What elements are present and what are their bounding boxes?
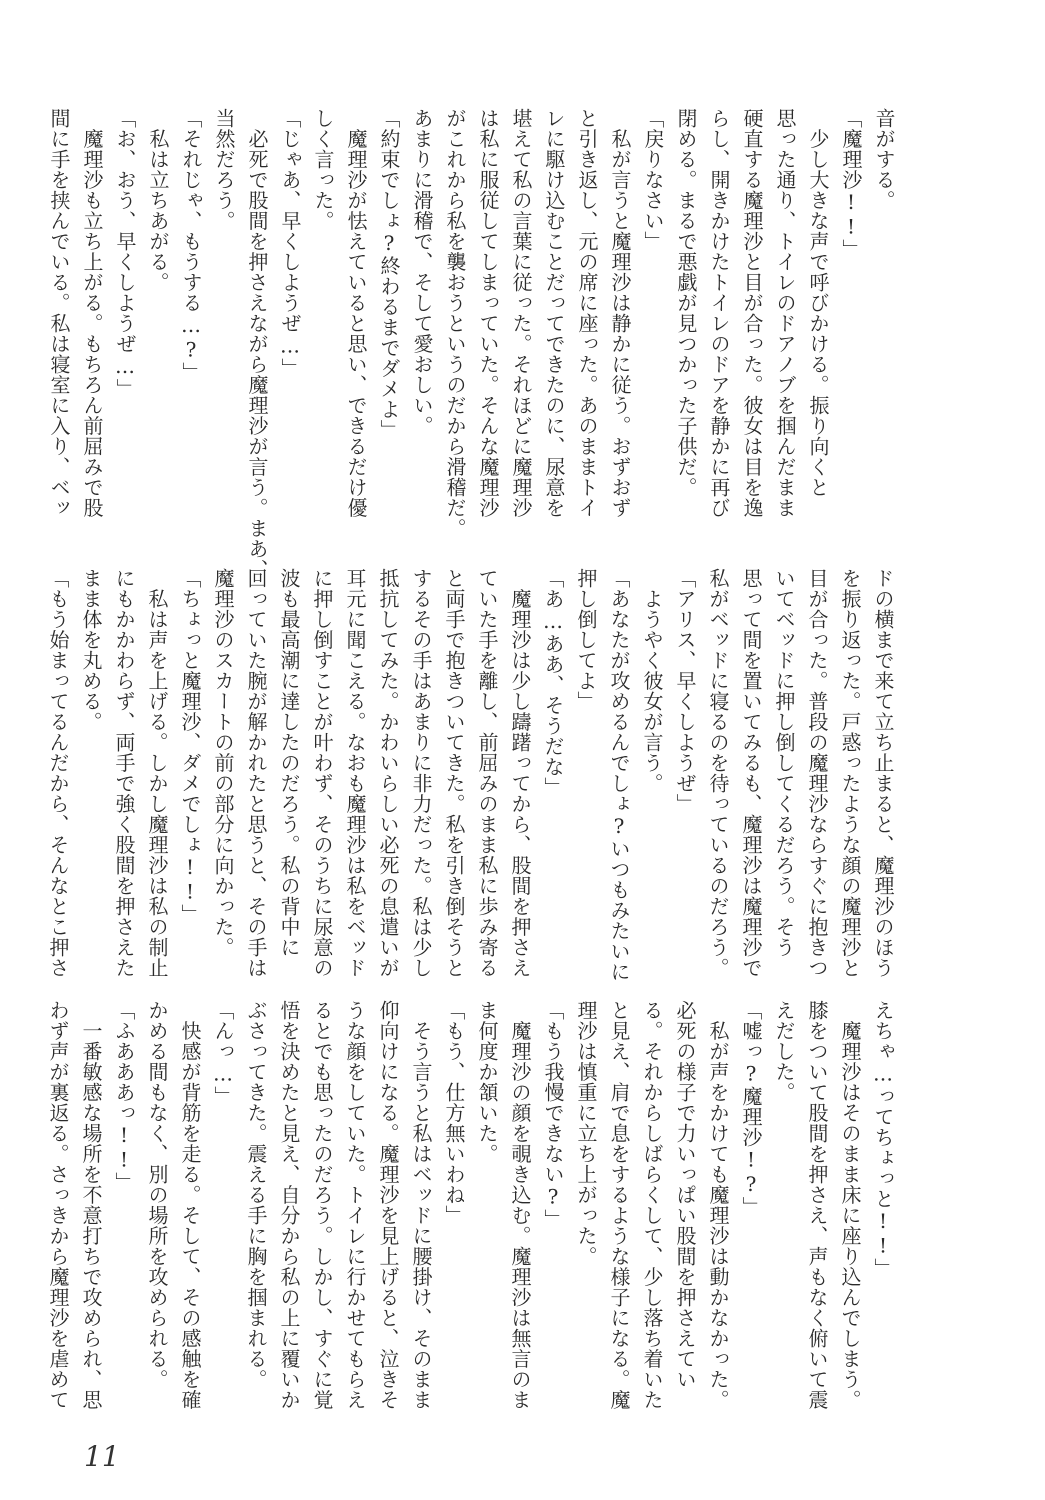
text-line: 硬直する魔理沙と目が合った。彼女は目を逸 [740,108,764,518]
text-line: 魔理沙が怯えていると思い、できるだけ優 [344,108,368,518]
text-line: 魔理沙は少し躊躇ってから、股間を押さえ [508,568,532,978]
text-line: 目が合った。普段の魔理沙ならすぐに抱きつ [805,568,829,978]
text-line: 「あ…ああ、そうだな」 [541,568,565,798]
text-line: と両手で抱きついてきた。私を引き倒そうと [442,568,466,978]
text-line: 「嘘っ?魔理沙!?」 [739,1000,763,1217]
text-line: あまりに滑稽で、そして愛おしい。 [410,108,434,436]
text-line: 必死で股間を押さえながら魔理沙が言う。まあ、 [245,108,269,580]
text-line: と引き返し、元の席に座った。あのままトイ [575,108,599,518]
text-line: ようやく彼女が言う。 [640,568,664,794]
text-line: レに駆け込むことだってできたのに、尿意を [542,108,566,518]
text-line: 仰向けになる。魔理沙を見上げると、泣きそ [376,1000,400,1410]
text-line: わず声が裏返る。さっきから魔理沙を虐めて [46,1000,70,1410]
text-line: 「ちょっと魔理沙、ダメでしょ!!」 [178,568,202,925]
text-line: 少し大きな声で呼びかける。振り向くと [806,108,830,498]
text-line: 思った通り、トイレのドアノブを掴んだまま [773,108,797,518]
text-line: 抵抗してみた。かわいらしい必死の息遣いが [376,568,400,978]
text-line: 波も最高潮に達したのだろう。私の背中に [277,568,301,958]
text-line: するその手はあまりに非力だった。私は少し [409,568,433,978]
text-line: 耳元に聞こえる。なおも魔理沙は私をベッド [343,568,367,978]
text-line: ドの横まで来て立ち止まると、魔理沙のほう [871,568,895,978]
text-line: を振り返った。戸惑ったような顔の魔理沙と [838,568,862,978]
text-line: 音がする。 [872,108,896,211]
text-line: らし、開きかけたトイレのドアを静かに再び [707,108,731,518]
text-line: 魔理沙はそのまま床に座り込んでしまう。 [838,1000,862,1410]
text-line: まま体を丸める。 [79,568,103,732]
text-line: 間に手を挟んでいる。私は寝室に入り、ベッ [47,108,71,518]
text-line: る。それからしばらくして、少し落ち着いた [640,1000,664,1410]
text-line: かめる間もなく、別の場所を攻められる。 [145,1000,169,1390]
text-line: えちゃ…ってちょっと!!」 [871,1000,895,1279]
text-line: 当然だろう。 [212,108,236,231]
text-line: 「魔理沙!!」 [839,108,863,260]
text-line: にもかかわらず、両手で強く股間を押さえた [112,568,136,978]
text-line: 「あなたが攻めるんでしょ?いつもみたいに [607,568,631,982]
text-line: 魔理沙も立ち上がる。もちろん前屈みで股 [80,108,104,518]
text-line: 「ふあああっ!!」 [112,1000,136,1193]
text-line: 「じゃあ、早くしようぜ…」 [278,108,302,379]
text-line: いてベッドに押し倒してくるだろう。そう [772,568,796,958]
text-line: 私がベッドに寝るのを待っているのだろう。 [706,568,730,978]
text-line: うな顔をしていた。トイレに行かせてもらえ [343,1000,367,1410]
text-line: 必死の様子で力いっぱい股間を押さえてい [673,1000,697,1390]
text-line: ていた手を離し、前屈みのまま私に歩み寄る [475,568,499,978]
text-line: 「お、おう、早くしようぜ…」 [113,108,137,399]
text-line: 思って間を置いてみるも、魔理沙は魔理沙で [739,568,763,978]
text-line: 押し倒してよ」 [574,568,598,712]
text-line: 「アリス、早くしようぜ」 [673,568,697,814]
text-line: 魔理沙の顔を覗き込む。魔理沙は無言のま [508,1000,532,1410]
text-line: に押し倒すことが叶わず、そのうちに尿意の [310,568,334,978]
text-line: えだした。 [772,1000,796,1103]
text-line: 膝をついて股間を押さえ、声もなく俯いて震 [805,1000,829,1410]
text-line: 回っていた腕が解かれたと思うと、その手は [244,568,268,978]
text-line: 「約束でしょ?終わるまでダメよ」 [377,108,401,440]
text-line: 堪えて私の言葉に従った。それほどに魔理沙 [509,108,533,518]
text-line: ぶさってきた。震える手に胸を掴まれる。 [244,1000,268,1390]
text-line: 私は立ちあがる。 [146,108,170,293]
text-line: 「戻りなさい」 [641,108,665,252]
text-line: 理沙は慎重に立ち上がった。 [574,1000,598,1267]
text-line: 一番敏感な場所を不意打ちで攻められ、思 [79,1000,103,1410]
text-line: は私に服従してしまっていた。そんな魔理沙 [476,108,500,518]
text-line: そう言うと私はベッドに腰掛け、そのまま [409,1000,433,1410]
text-line: と見え、肩で息をするような様子になる。魔 [607,1000,631,1410]
text-line: 魔理沙のスカートの前の部分に向かった。 [211,568,235,958]
text-line: 「もう、仕方無いわね」 [442,1000,466,1226]
text-line: 私が言うと魔理沙は静かに従う。おずおず [608,108,632,518]
text-line: がこれから私を襲おうというのだから滑稽だ。 [443,108,467,539]
text-line: 快感が背筋を走る。そして、その感触を確 [178,1000,202,1410]
text-line: 「もう始まってるんだから、そんなとこ押さ [46,568,70,978]
text-line: 悟を決めたと見え、自分から私の上に覆いか [277,1000,301,1410]
text-line: 私が声をかけても魔理沙は動かなかった。 [706,1000,730,1410]
text-line: ま何度か頷いた。 [475,1000,499,1164]
text-line: 閉める。まるで悪戯が見つかった子供だ。 [674,108,698,498]
text-line: 「もう我慢できない?」 [541,1000,565,1230]
page-number: 11 [84,1440,120,1473]
text-block-lower [46,1000,899,1410]
text-line: 「んっ…」 [211,1000,235,1107]
text-line: るとでも思ったのだろう。しかし、すぐに覚 [310,1000,334,1410]
text-block-upper [47,108,900,580]
text-block-middle [46,568,899,982]
text-line: 私は声を上げる。しかし魔理沙は私の制止 [145,568,169,978]
text-line: しく言った。 [311,108,335,231]
text-line: 「それじゃ、もうする…?」 [179,108,203,383]
